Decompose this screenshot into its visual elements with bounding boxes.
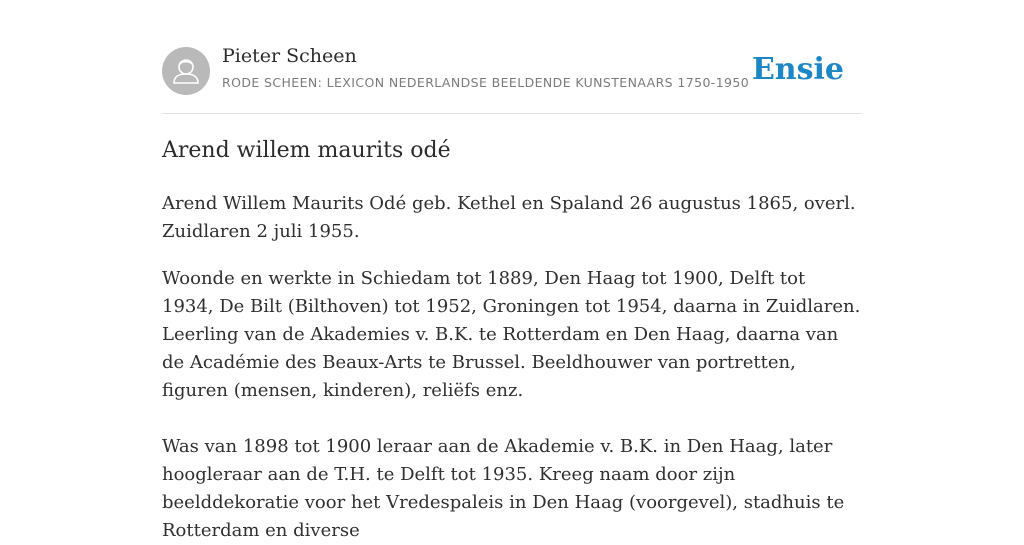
user-icon xyxy=(162,47,210,95)
paragraph-1: Arend Willem Maurits Odé geb. Kethel en Spaland 26 augustus 1865, overl. Zuidlaren 2 juli 1955. xyxy=(162,193,856,242)
author-avatar[interactable] xyxy=(162,47,210,95)
article-title: Arend willem maurits odé xyxy=(162,138,451,163)
author-name[interactable]: Pieter Scheen xyxy=(222,45,357,67)
paragraph-2: Woonde en werkte in Schiedam tot 1889, Den Haag tot 1900, Delft tot 1934, De Bilt (Bilthoven) tot 1952, Groningen tot 1954, daarna in Zuidlaren. Leerling van de Akademies v. B.K. te Rotterdam en Den Haag, daarna van de Académie des Beaux-Arts te Brussel. Beeldhouwer van portretten, figuren (mensen, kinderen), reliëfs enz. xyxy=(162,268,861,401)
ensie-logo[interactable]: Ensie xyxy=(751,52,844,87)
article-header xyxy=(162,0,862,114)
paragraph-3: Was van 1898 tot 1900 leraar aan de Akademie v. B.K. in Den Haag, later hoogleraar aan de T.H. te Delft tot 1935. Kreeg naam door zijn beelddekoratie voor het Vredespaleis in Den Haag (voorgevel), stadhuis te Rotterdam en diverse xyxy=(162,436,845,541)
article-card xyxy=(162,0,862,541)
source-label[interactable]: RODE SCHEEN: LEXICON NEDERLANDSE BEELDENDE KUNSTENAARS 1750-1950 xyxy=(222,75,750,90)
article-body xyxy=(162,190,862,545)
